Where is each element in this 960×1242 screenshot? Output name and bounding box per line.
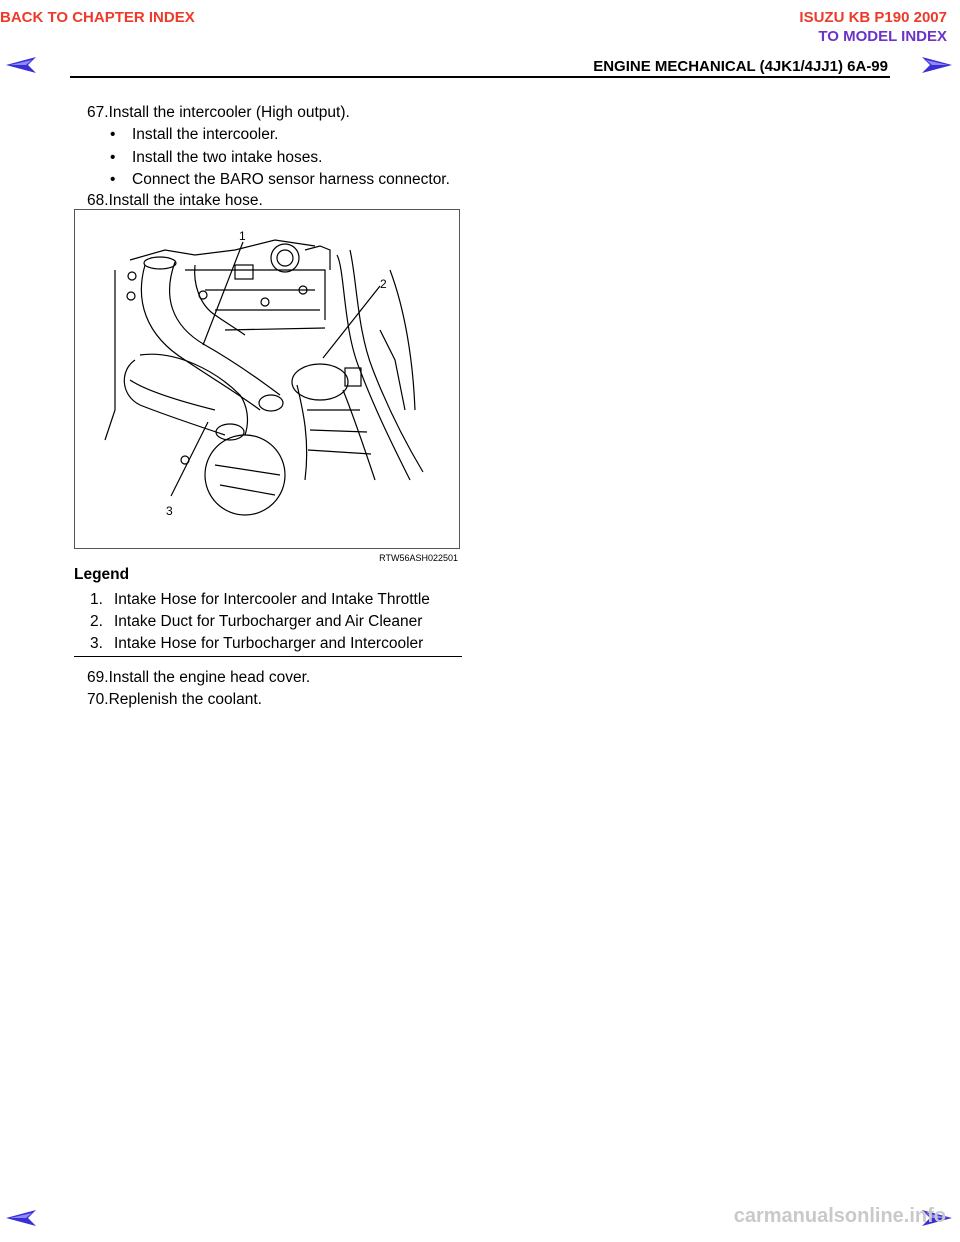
legend-text: Intake Hose for Intercooler and Intake Throttle — [114, 591, 430, 608]
to-model-index-link[interactable]: TO MODEL INDEX — [818, 28, 947, 45]
legend-item — [90, 613, 422, 631]
step-number: 69. — [87, 669, 109, 686]
step-text: Replenish the coolant. — [108, 691, 262, 708]
legend-number: 3. — [90, 635, 103, 652]
bullet-text: Connect the BARO sensor harness connector. — [132, 171, 450, 188]
legend-divider — [74, 656, 462, 657]
callout-1: 1 — [239, 229, 246, 243]
bullet-text: Install the intercooler. — [132, 126, 279, 143]
bullet-text: Install the two intake hoses. — [132, 149, 323, 166]
bullet-dot-icon: • — [110, 149, 116, 166]
legend-text: Intake Duct for Turbocharger and Air Cleaner — [114, 613, 423, 630]
step-number: 70. — [87, 691, 109, 708]
arrow-right-icon[interactable] — [922, 57, 952, 73]
legend-number: 2. — [90, 613, 103, 630]
legend-text: Intake Hose for Turbocharger and Intercooler — [114, 635, 424, 652]
step-text: Install the intake hose. — [108, 192, 263, 209]
legend-item — [90, 591, 430, 609]
section-title: ENGINE MECHANICAL (4JK1/4JJ1) 6A-99 — [593, 58, 888, 75]
engine-illustration — [74, 209, 460, 549]
arrow-left-icon[interactable] — [6, 57, 36, 73]
step-number: 68. — [87, 192, 109, 209]
step-69 — [87, 669, 310, 687]
bullet-item — [110, 171, 450, 189]
intake-hose-drawing — [75, 210, 460, 549]
step-text: Install the intercooler (High output). — [108, 104, 350, 121]
step-text: Install the engine head cover. — [108, 669, 311, 686]
back-to-chapter-index-link[interactable]: BACK TO CHAPTER INDEX — [0, 9, 195, 26]
watermark: carmanualsonline.info — [733, 1205, 946, 1227]
step-68 — [87, 192, 263, 210]
bullet-item — [110, 126, 278, 144]
callout-3: 3 — [166, 504, 173, 518]
legend-item — [90, 635, 423, 653]
bullet-item — [110, 149, 322, 167]
header-divider — [70, 76, 890, 78]
legend-number: 1. — [90, 591, 103, 608]
callout-2: 2 — [380, 277, 387, 291]
bullet-dot-icon: • — [110, 126, 116, 143]
bullet-dot-icon: • — [110, 171, 116, 188]
step-number: 67. — [87, 104, 109, 121]
arrow-left-icon[interactable] — [6, 1210, 36, 1226]
step-67 — [87, 104, 350, 122]
step-70 — [87, 691, 262, 709]
model-title-link[interactable]: ISUZU KB P190 2007 — [799, 9, 947, 26]
legend-title: Legend — [74, 566, 130, 583]
figure-caption: RTW56ASH022501 — [379, 553, 458, 563]
